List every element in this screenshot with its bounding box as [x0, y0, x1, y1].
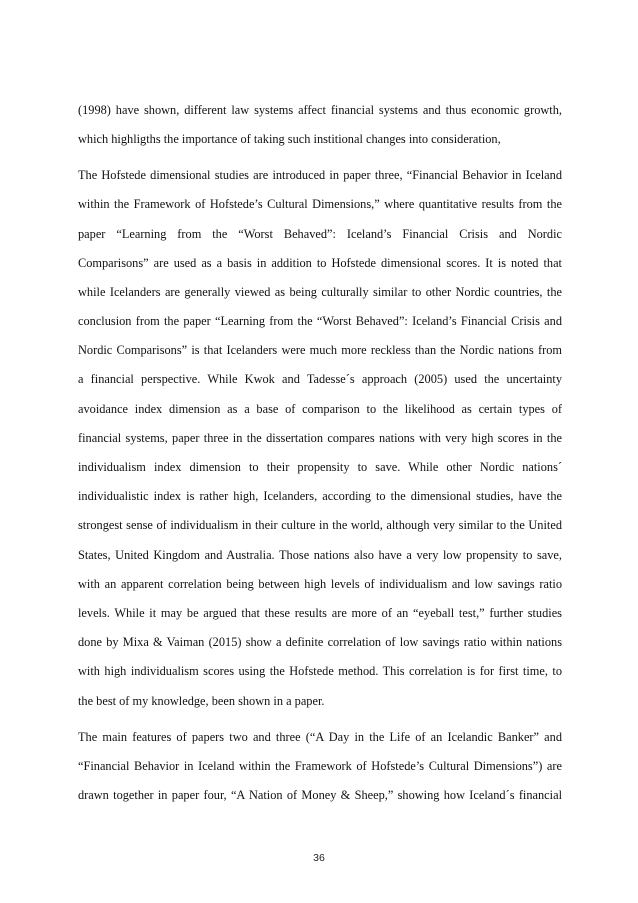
- text-line: with high individualism scores using the Hofstede method. This correlation is for first time, to: [78, 664, 562, 679]
- text-line: paper “Learning from the “Worst Behaved”: Iceland’s Financial Crisis and Nordic: [78, 226, 562, 241]
- text-line: conclusion from the paper “Learning from the “Worst Behaved”: Iceland’s Financial Crisis and: [78, 314, 562, 329]
- page-number: 36: [313, 852, 325, 864]
- text-line: levels. While it may be argued that these results are more of an “eyeball test,” further studies: [78, 605, 562, 620]
- text-line: The main features of papers two and three (“A Day in the Life of an Icelandic Banker” and: [78, 729, 562, 744]
- text-line: (1998) have shown, different law systems affect financial systems and thus economic growth,: [78, 103, 562, 117]
- text-line: financial systems, paper three in the dissertation compares nations with very high scores in the: [78, 430, 562, 445]
- text-line: The Hofstede dimensional studies are introduced in paper three, “Financial Behavior in Iceland: [78, 168, 562, 183]
- text-line: done by Mixa & Vaiman (2015) show a definite correlation of low savings ratio within nations: [78, 635, 562, 650]
- text-line: drawn together in paper four, “A Nation of Money & Sheep,” showing how Iceland´s financial: [78, 787, 562, 802]
- text-line: strongest sense of individualism in their culture in the world, although very similar to the United: [78, 518, 562, 533]
- text-line: the best of my knowledge, been shown in a paper.: [78, 693, 325, 708]
- paragraph-hofstede-studies: [78, 161, 562, 716]
- paragraph-law-systems: [78, 96, 562, 154]
- text-line: States, United Kingdom and Australia. Those nations also have a very low propensity to save,: [78, 547, 562, 562]
- text-line: Nordic Comparisons” is that Icelanders were much more reckless than the Nordic nations from: [78, 343, 562, 358]
- text-line: individualistic index is rather high, Icelanders, according to the dimensional studies, have the: [78, 489, 562, 504]
- text-line: avoidance index dimension as a base of comparison to the likelihood as certain types of: [78, 401, 562, 416]
- text-line: a financial perspective. While Kwok and Tadesse´s approach (2005) used the uncertainty: [78, 372, 562, 387]
- paragraph-main-features: [78, 723, 562, 811]
- text-line: individualism index dimension to their propensity to save. While other Nordic nations´: [78, 460, 562, 475]
- text-line: Comparisons” are used as a basis in addition to Hofstede dimensional scores. It is noted that: [78, 255, 562, 270]
- text-line: which highligths the importance of taking such institional changes into consideration,: [78, 132, 501, 147]
- text-line: within the Framework of Hofstede’s Cultural Dimensions,” where quantitative results from the: [78, 197, 562, 212]
- body-text: [78, 96, 562, 810]
- text-line: while Icelanders are generally viewed as being culturally similar to other Nordic countries, the: [78, 284, 562, 299]
- text-line: with an apparent correlation being between high levels of individualism and low savings ratio: [78, 576, 562, 591]
- text-line: “Financial Behavior in Iceland within the Framework of Hofstede’s Cultural Dimensions”) are: [78, 758, 562, 773]
